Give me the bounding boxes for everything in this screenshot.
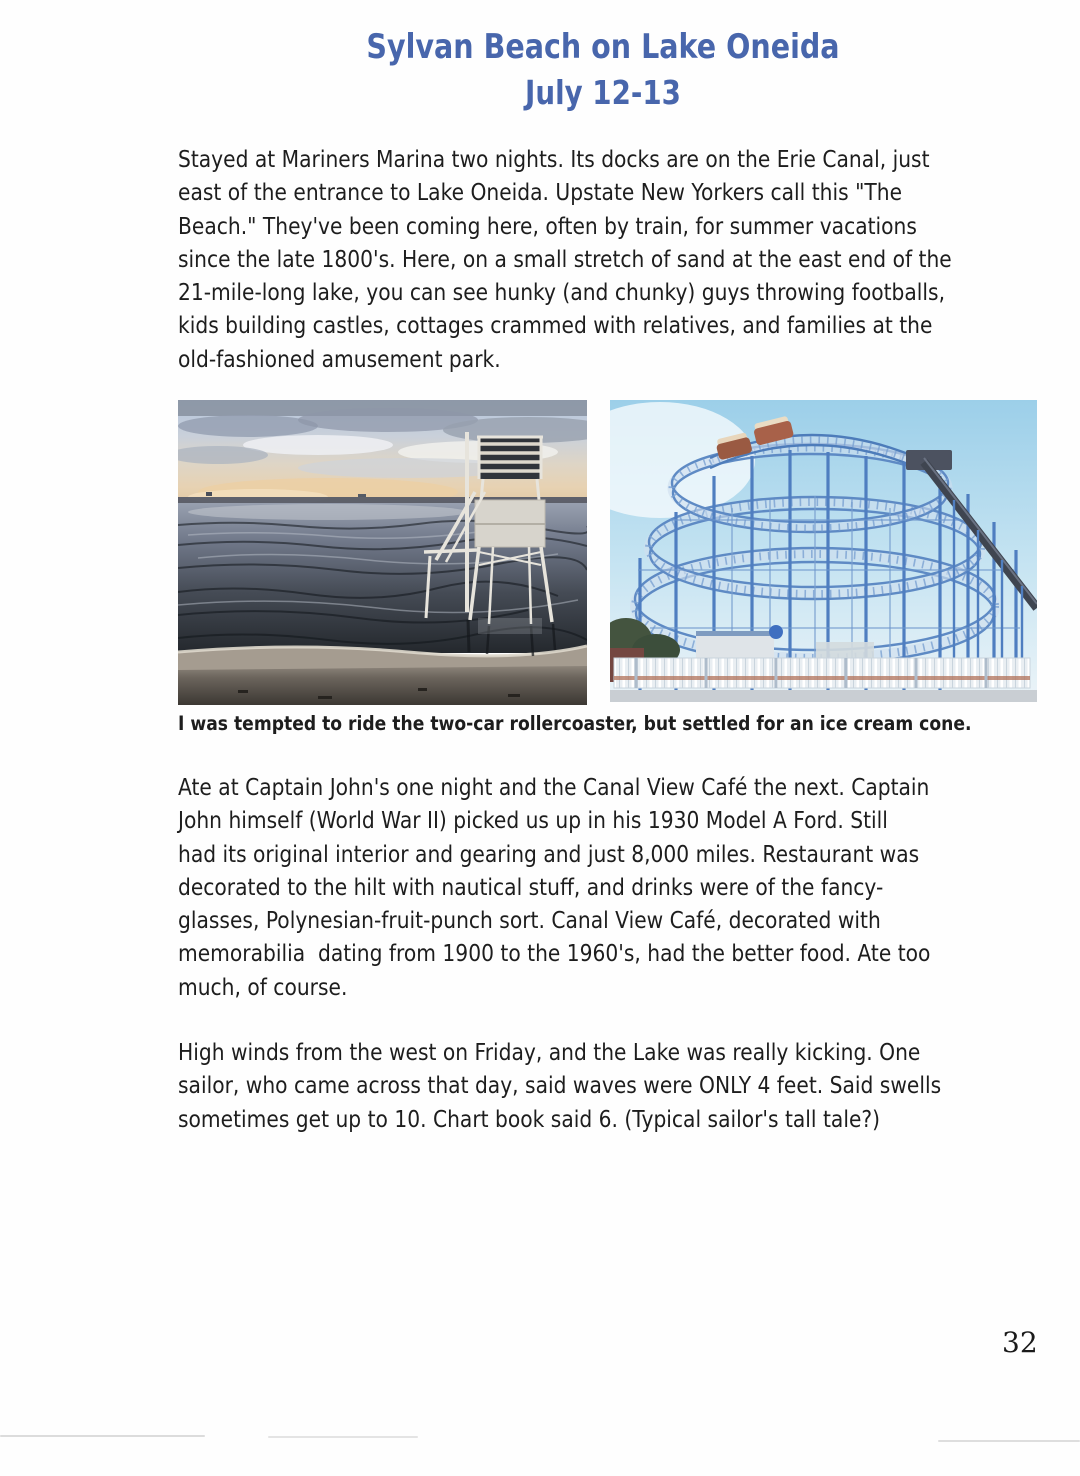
rollercoaster-photo bbox=[610, 400, 1037, 702]
text-line: sometimes get up to 10. Chart book said 6. (Typical sailor's tall tale?) bbox=[178, 1106, 881, 1133]
text-line: sailor, who came across that day, said waves were ONLY 4 feet. Said swells bbox=[178, 1073, 942, 1100]
text-line: memorabilia dating from 1900 to the 1960's, had the better food. Ate too bbox=[178, 941, 931, 968]
text-line: John himself (World War II) picked us up in his 1930 Model A Ford. Still bbox=[178, 808, 888, 835]
text-line: High winds from the west on Friday, and the Lake was really kicking. One bbox=[178, 1040, 921, 1066]
text-line: glasses, Polynesian-fruit-punch sort. Canal View Café, decorated with bbox=[178, 908, 881, 935]
text-line: 21-mile-long lake, you can see hunky (and chunky) guys throwing footballs, bbox=[178, 280, 946, 307]
text-line: old-fashioned amusement park. bbox=[178, 346, 501, 373]
page-title-line2: July 12-13 bbox=[525, 73, 681, 112]
scan-artifact-line bbox=[938, 1440, 1080, 1442]
text-line: Beach." They've been coming here, often by train, for summer vacations bbox=[178, 213, 917, 240]
text-line: Ate at Captain John's one night and the Canal View Café the next. Captain bbox=[178, 775, 930, 801]
beach-lifeguard-photo bbox=[178, 400, 587, 705]
text-line: decorated to the hilt with nautical stuff, and drinks were of the fancy- bbox=[178, 874, 884, 901]
scan-artifact-line bbox=[0, 1435, 205, 1437]
photo-caption: I was tempted to ride the two-car rollercoaster, but settled for an ice cream cone. bbox=[178, 712, 972, 735]
paragraph-1 bbox=[178, 144, 1048, 377]
paragraph-3 bbox=[178, 1037, 1048, 1137]
paragraph-2 bbox=[178, 772, 1048, 1005]
text-line: since the late 1800's. Here, on a small stretch of sand at the east end of the bbox=[178, 246, 952, 273]
page-title bbox=[178, 24, 1028, 116]
text-line: had its original interior and gearing and just 8,000 miles. Restaurant was bbox=[178, 841, 920, 868]
text-line: east of the entrance to Lake Oneida. Upstate New Yorkers call this "The bbox=[178, 180, 903, 207]
text-line: kids building castles, cottages crammed with relatives, and families at the bbox=[178, 313, 933, 340]
text-line: much, of course. bbox=[178, 974, 348, 1001]
scan-artifact-line bbox=[268, 1436, 418, 1438]
shoreline-sand bbox=[178, 646, 587, 705]
text-line: Stayed at Mariners Marina two nights. Its docks are on the Erie Canal, just bbox=[178, 147, 930, 173]
page-title-line1: Sylvan Beach on Lake Oneida bbox=[366, 27, 840, 67]
page-number: 32 bbox=[1002, 1326, 1038, 1359]
